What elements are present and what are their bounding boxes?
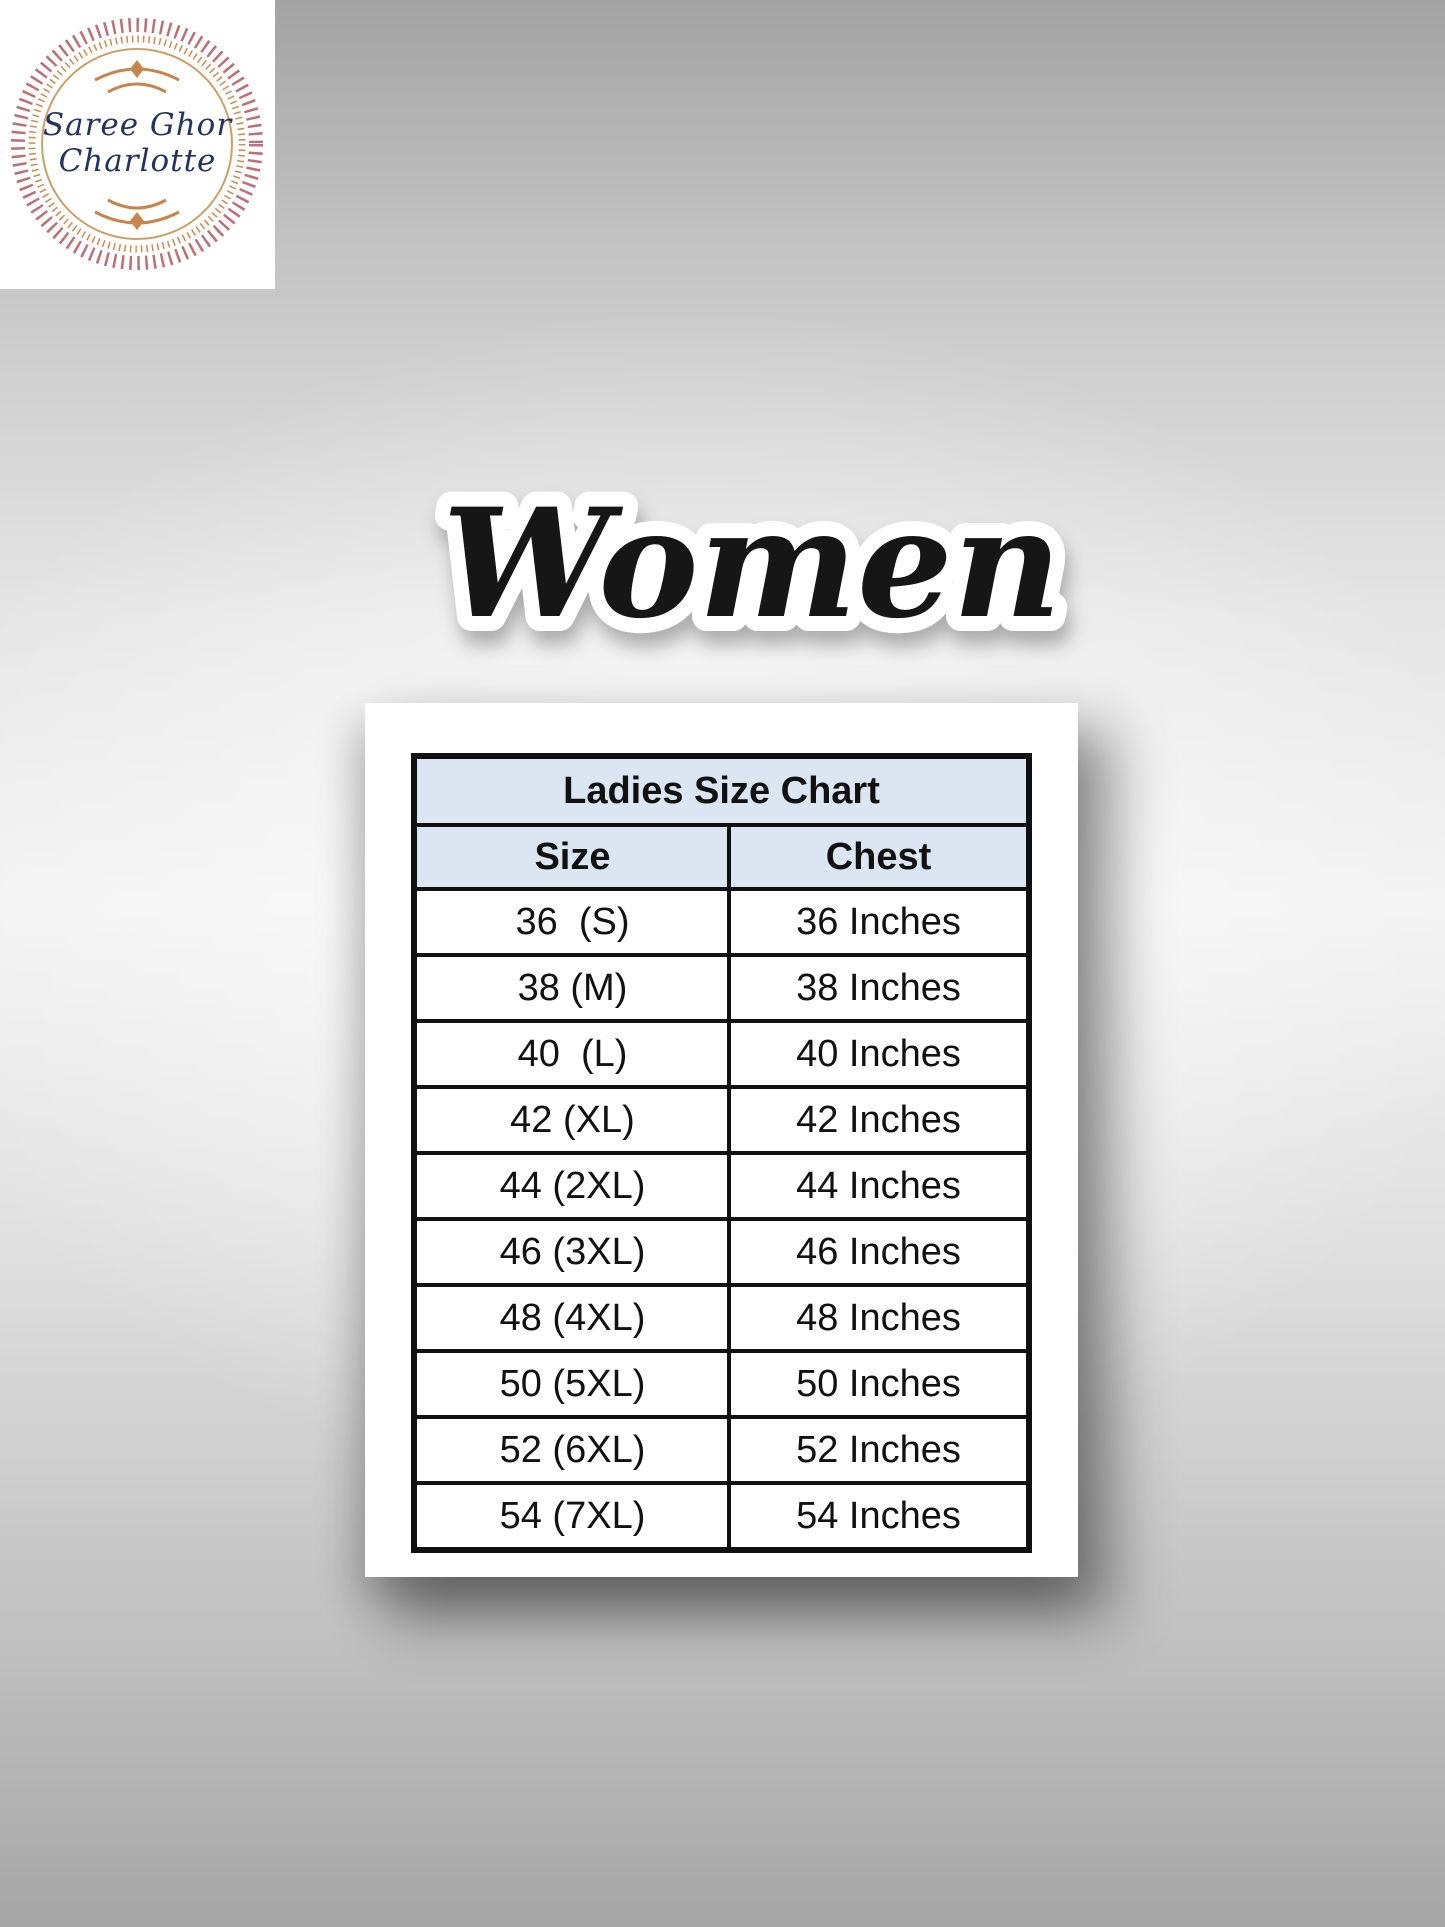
size-cell: 36 (S): [414, 889, 729, 955]
size-cell: 52 (6XL): [414, 1417, 729, 1483]
column-header-chest: Chest: [729, 825, 1028, 889]
table-title: Ladies Size Chart: [414, 756, 1028, 825]
size-cell: 42 (XL): [414, 1087, 729, 1153]
size-cell: 50 (5XL): [414, 1351, 729, 1417]
size-cell: 40 (L): [414, 1021, 729, 1087]
table-row: [414, 1153, 1028, 1219]
chest-cell: 48 Inches: [729, 1285, 1028, 1351]
heading-women-sticker: [372, 448, 1132, 688]
brand-logo: [0, 0, 275, 289]
logo-brand-line2: Charlotte: [58, 142, 217, 179]
size-cell: 38 (M): [414, 955, 729, 1021]
chest-cell: 36 Inches: [729, 889, 1028, 955]
column-header-row: [414, 825, 1028, 889]
chest-cell: 52 Inches: [729, 1417, 1028, 1483]
logo-top-flourish-icon: [95, 60, 179, 92]
size-chart-rows: [414, 889, 1028, 1550]
size-cell: 44 (2XL): [414, 1153, 729, 1219]
size-cell: 48 (4XL): [414, 1285, 729, 1351]
chest-cell: 38 Inches: [729, 955, 1028, 1021]
table-row: [414, 1417, 1028, 1483]
table-row: [414, 1021, 1028, 1087]
table-row: [414, 1219, 1028, 1285]
chest-cell: 42 Inches: [729, 1087, 1028, 1153]
logo-bottom-flourish-icon: [95, 200, 179, 230]
chest-cell: 44 Inches: [729, 1153, 1028, 1219]
chest-cell: 50 Inches: [729, 1351, 1028, 1417]
table-row: [414, 1351, 1028, 1417]
size-chart-card: [365, 703, 1078, 1577]
heading-women-text: Women: [442, 476, 1062, 652]
chest-cell: 54 Inches: [729, 1483, 1028, 1550]
table-row: [414, 1483, 1028, 1550]
table-row: [414, 1285, 1028, 1351]
chest-cell: 40 Inches: [729, 1021, 1028, 1087]
logo-brand-line1: Saree Ghor: [42, 107, 233, 143]
logo-brand-name: [0, 108, 275, 179]
table-row: [414, 955, 1028, 1021]
size-cell: 46 (3XL): [414, 1219, 729, 1285]
column-header-size: Size: [414, 825, 729, 889]
table-row: [414, 889, 1028, 955]
size-cell: 54 (7XL): [414, 1483, 729, 1550]
size-chart-table: [411, 753, 1031, 1553]
table-title-row: [414, 756, 1028, 825]
table-row: [414, 1087, 1028, 1153]
chest-cell: 46 Inches: [729, 1219, 1028, 1285]
